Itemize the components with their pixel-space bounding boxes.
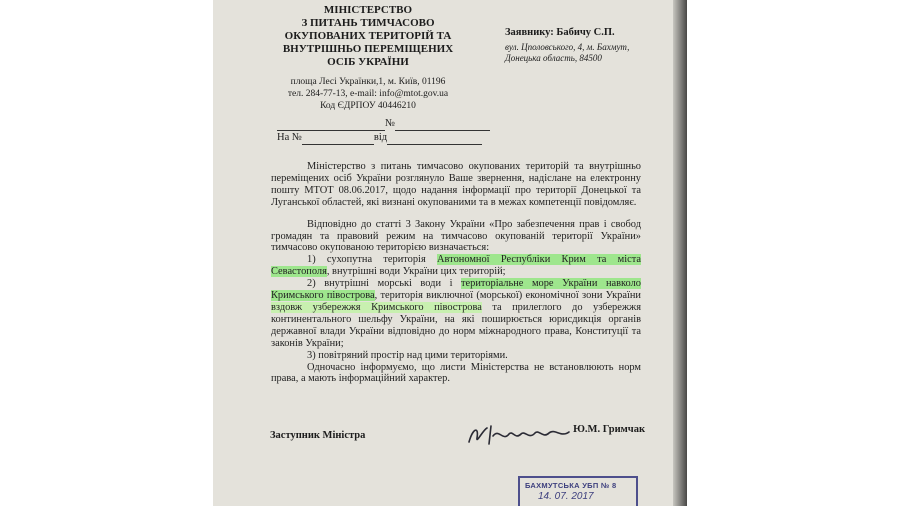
ministry-title-line: ВНУТРІШНЬО ПЕРЕМІЩЕНИХ [282,43,454,55]
ministry-contacts: тел. 284-77-13, e-mail: info@mtot.gov.ua [287,89,449,99]
page-shadow-edge [673,0,687,506]
ministry-title-line: ОСІБ УКРАЇНИ [327,56,409,68]
ref-blank-line [395,121,490,131]
ref-date-label: від [373,132,388,143]
applicant-address-line: вул. Цполовського, 4, м. Бахмут, [505,42,630,52]
applicant-block [505,27,629,64]
ref-blank-line [302,135,374,145]
signoff [270,424,645,450]
highlight-crimea: Автономної Республіки Крим та міста Севастополя [271,254,642,278]
applicant-name: Заявнику: Бабичу С.П. [505,27,615,38]
list-item-sea: 2) внутрішні морські води і територіальне море України навколо Кримського півострова, територія виключної (морської) економічної зони України вздовж узбережжя Кримського півострова та прилеглого до узбережжя континентального шельфу України, на які поширюється юрисдикція органів державної влади України відповідно до норм міжнародного права, Конституції та законів України; [271,278,642,349]
highlight-territorial-sea: територіальне море України навколо Кримського півострова [271,278,641,302]
ref-blank-line [277,121,385,131]
body-paragraph: Міністерство з питань тимчасово окупованих територій та внутрішньо переміщених осіб України розглянуло Ваше звернення, надіслане на електронну пошту МТОТ 08.06.2017, щодо надання інформації про території Донецької та Луганської областей, які визнані окупованими та в межах компетенції повідомляє. [271,161,641,208]
handwritten-signature-icon [465,422,585,448]
list-item-land: 1) сухопутна територія Автономної Республіки Крим та міста Севастополя, внутрішні води України цих територій; [271,254,642,278]
ministry-header [263,4,473,112]
ref-number-label: № [385,118,396,129]
document-sheet [213,0,687,506]
registration-stamp [518,476,638,506]
applicant-address-line: Донецька область, 84500 [505,53,602,63]
ministry-code: Код ЄДРПОУ 40446210 [320,101,416,111]
signer-name: Ю.М. Гримчак [573,424,645,435]
signer-position: Заступник Міністра [270,430,366,441]
body-paragraph: Одночасно інформуємо, що листи Міністерства не встановлюють норм права, а мають інформаційний характер. [271,361,641,385]
ministry-address: площа Лесі Українки,1, м. Київ, 01196 [290,77,446,87]
highlight-coast: вздовж узбережжя Кримського півострова [271,301,482,313]
ref-on-number-label: На № [277,132,302,143]
ref-blank-line [387,135,482,145]
ministry-title-line: З ПИТАНЬ ТИМЧАСОВО [301,17,435,29]
list-item-air: 3) повітряний простір над цими територіями. [307,349,508,361]
letter-body [271,161,641,385]
reference-lines [277,117,507,145]
stamp-date: 14. 07. 2017 [538,491,594,502]
stamp-org: БАХМУТСЬКА УБП № 8 [525,481,617,490]
ministry-title-line: МІНІСТЕРСТВО [323,4,413,16]
ministry-title-line: ОКУПОВАНИХ ТЕРИТОРІЙ ТА [284,30,452,42]
body-paragraph: Відповідно до статті 3 Закону України «Про забезпечення прав і свобод громадян та правовий режим на тимчасово окупованій території України» тимчасово окупованою територією визначається: [271,218,641,254]
